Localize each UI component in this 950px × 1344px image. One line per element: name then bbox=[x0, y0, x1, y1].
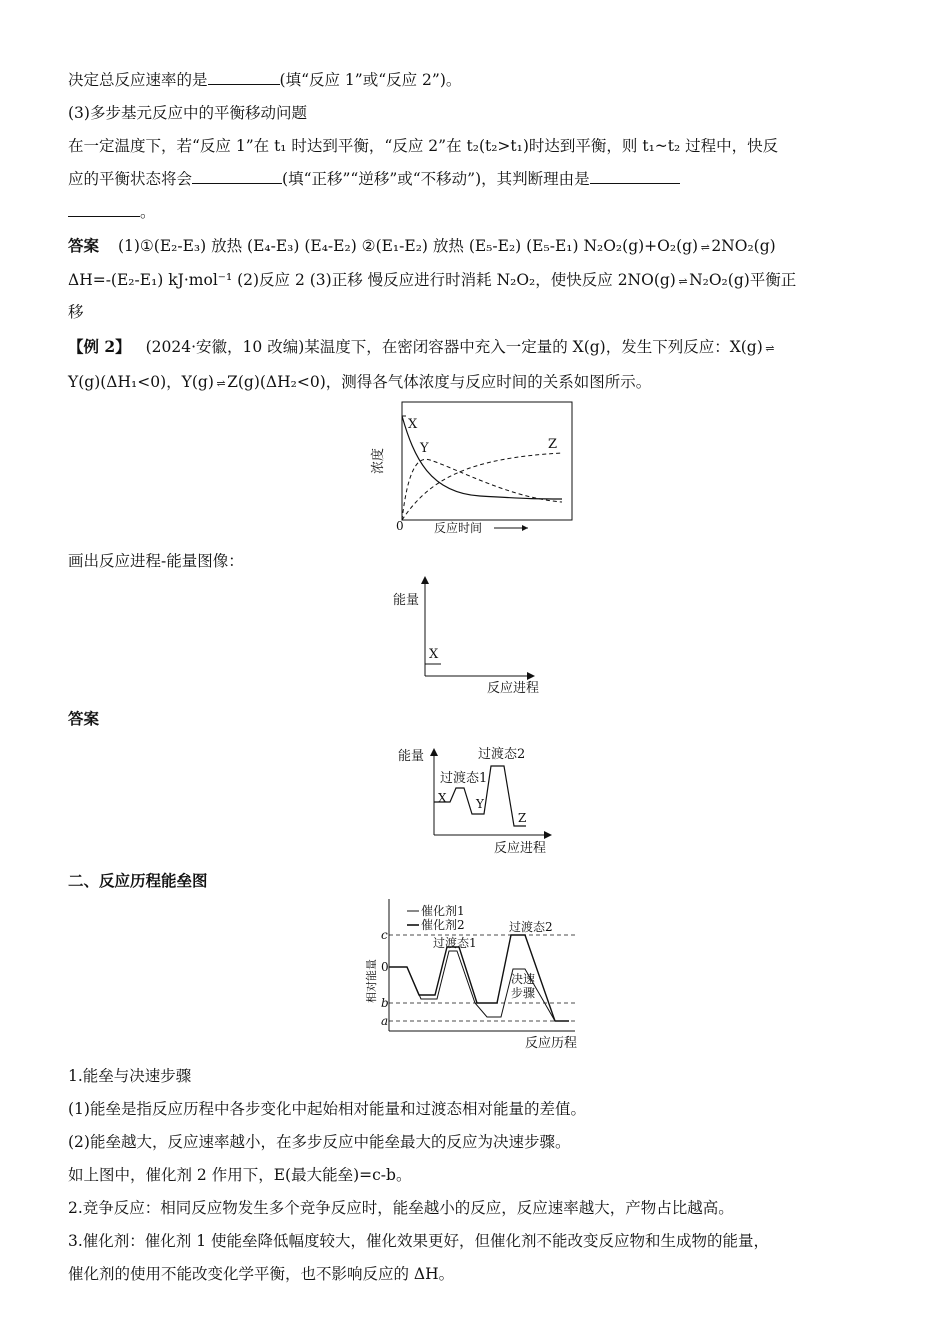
point-2: (1)能垒是指反应历程中各步变化中起始相对能量和过渡态相对能量的差值。 bbox=[68, 1100, 586, 1118]
text-reason: (填“正移”“逆移”或“不移动”)，其判断理由是 bbox=[282, 170, 590, 188]
point-6: 3.催化剂：催化剂 1 使能垒降低幅度较大，催化效果更好，但催化剂不能改变反应物和生成物的能量， bbox=[68, 1232, 770, 1250]
curve-z bbox=[402, 453, 562, 520]
example2-text3: Z(g)(ΔH₂<0)，测得各气体浓度与反应时间的关系如图所示。 bbox=[227, 373, 652, 391]
answer2-label: 答案 bbox=[68, 709, 100, 728]
concentration-time-figure bbox=[370, 398, 580, 538]
text-line-4 bbox=[68, 167, 680, 189]
origin-label: 0 bbox=[396, 519, 404, 533]
point-4: 如上图中，催化剂 2 作用下，E(最大能垒)=c-b。 bbox=[68, 1166, 412, 1184]
energy-profile-answer bbox=[398, 738, 570, 860]
curve-x bbox=[402, 416, 562, 499]
level-y: Y bbox=[476, 797, 484, 811]
step-label-1: 决速 bbox=[511, 972, 536, 986]
x-axis-label: 反应历程 bbox=[525, 1036, 578, 1051]
prompt-draw: 画出反应进程-能量图像： bbox=[68, 552, 244, 570]
text-period: 。 bbox=[140, 203, 156, 221]
label-y: Y bbox=[420, 441, 429, 456]
label-x: X bbox=[408, 417, 418, 432]
text-line-2: (3)多步基元反应中的平衡移动问题 bbox=[68, 104, 307, 122]
x-arrow-head-icon bbox=[527, 672, 535, 680]
x-axis-label: 反应时间 bbox=[434, 521, 483, 535]
answer1-text1: (1)①(E₂-E₃) 放热 (E₄-E₃) (E₄-E₂) ②(E₁-E₂) 放热 (E₅-E₂) (E₅-E₁) N₂O₂(g)+O₂(g) bbox=[117, 237, 699, 255]
equilibrium-arrow-icon: ⇌ bbox=[675, 275, 690, 288]
text-line-3: 在一定温度下，若“反应 1”在 t₁ 时达到平衡，“反应 2”在 t₂(t₂>t₁)时达到平衡，则 t₁~t₂ 过程中，快反 bbox=[68, 137, 779, 155]
x-arrow-head-icon bbox=[522, 525, 528, 531]
y-axis-label: 能量 bbox=[398, 749, 425, 764]
ts1-label: 过渡态1 bbox=[433, 936, 477, 950]
level-label-x: X bbox=[429, 647, 439, 662]
point-3: (2)能垒越大，反应速率越小，在多步反应中能垒最大的反应为决速步骤。 bbox=[68, 1133, 571, 1151]
x-axis-label: 反应进程 bbox=[487, 681, 540, 696]
equilibrium-arrow-icon: ⇌ bbox=[762, 342, 774, 355]
ts1-label: 过渡态1 bbox=[440, 771, 488, 786]
legend-catalyst1: 催化剂1 bbox=[421, 904, 465, 918]
text-state: 应的平衡状态将会 bbox=[68, 170, 193, 188]
x-axis-label: 反应进程 bbox=[494, 841, 547, 856]
example2-text2: Y(g)(ΔH₁<0)，Y(g) bbox=[68, 373, 214, 391]
answer1-text2: ΔH=-(E₂-E₁) kJ·mol⁻¹ (2)反应 2 (3)正移 慢反应进行时消耗 N₂O₂，使快反应 2NO(g) bbox=[68, 271, 676, 289]
tick-b: b bbox=[381, 996, 389, 1010]
y-axis-label: 能量 bbox=[393, 593, 420, 608]
answer-blank[interactable] bbox=[68, 200, 140, 217]
tick-c: c bbox=[381, 928, 388, 942]
label-z: Z bbox=[548, 437, 558, 452]
example-label: 【例 2】 bbox=[68, 337, 131, 356]
equilibrium-arrow-icon: ⇌ bbox=[698, 241, 712, 254]
point-5: 2.竞争反应：相同反应物发生多个竞争反应时，能垒越小的反应，反应速率越大，产物占比越高。 bbox=[68, 1199, 734, 1217]
example2-text1: (2024·安徽，10 改编)某温度下，在密闭容器中充入一定量的 X(g)，发生下列反应：X(g) bbox=[145, 338, 763, 356]
answer-label: 答案 bbox=[68, 236, 100, 255]
answer-blank[interactable] bbox=[590, 167, 680, 184]
example2-line2 bbox=[68, 370, 651, 392]
answer1-line3: 移 bbox=[68, 303, 84, 321]
example2-line1 bbox=[68, 335, 774, 357]
text-fill: (填“反应 1”或“反应 2”)。 bbox=[279, 71, 462, 89]
plot-frame bbox=[402, 402, 572, 520]
answer-blank[interactable] bbox=[208, 68, 280, 85]
answer1-text3: N₂O₂(g)平衡正 bbox=[689, 271, 797, 289]
ts2-label: 过渡态2 bbox=[478, 747, 526, 762]
tick-a: a bbox=[381, 1014, 389, 1028]
answer1-line2 bbox=[68, 268, 796, 290]
x-arrow-head-icon bbox=[544, 831, 552, 839]
y-axis-label: 相对能量 bbox=[365, 959, 378, 1003]
step-label-2: 步骤 bbox=[511, 986, 536, 1000]
legend-catalyst2: 催化剂2 bbox=[421, 918, 465, 932]
level-z: Z bbox=[518, 811, 527, 825]
y-axis-label: 浓度 bbox=[371, 447, 386, 474]
answer-blank[interactable] bbox=[192, 167, 282, 184]
curve-y bbox=[402, 459, 562, 520]
energy-axes-blank bbox=[385, 572, 565, 700]
tick-zero: 0 bbox=[381, 960, 389, 974]
text-line-5 bbox=[68, 200, 156, 222]
point-7: 催化剂的使用不能改变化学平衡，也不影响反应的 ΔH。 bbox=[68, 1265, 455, 1283]
ts2-label: 过渡态2 bbox=[509, 920, 553, 934]
answer1-product: 2NO₂(g) bbox=[711, 237, 776, 255]
text-decide: 决定总反应速率的是 bbox=[68, 71, 208, 89]
answer1-line1 bbox=[68, 234, 776, 256]
level-x: X bbox=[438, 791, 447, 805]
y-arrow-head-icon bbox=[421, 576, 429, 584]
equilibrium-arrow-icon: ⇌ bbox=[213, 377, 228, 390]
text-line-1 bbox=[68, 68, 461, 90]
point-1: 1.能垒与决速步骤 bbox=[68, 1067, 192, 1085]
section2-title: 二、反应历程能垒图 bbox=[68, 871, 208, 890]
y-arrow-head-icon bbox=[430, 748, 438, 756]
energy-barrier-figure bbox=[355, 893, 595, 1053]
